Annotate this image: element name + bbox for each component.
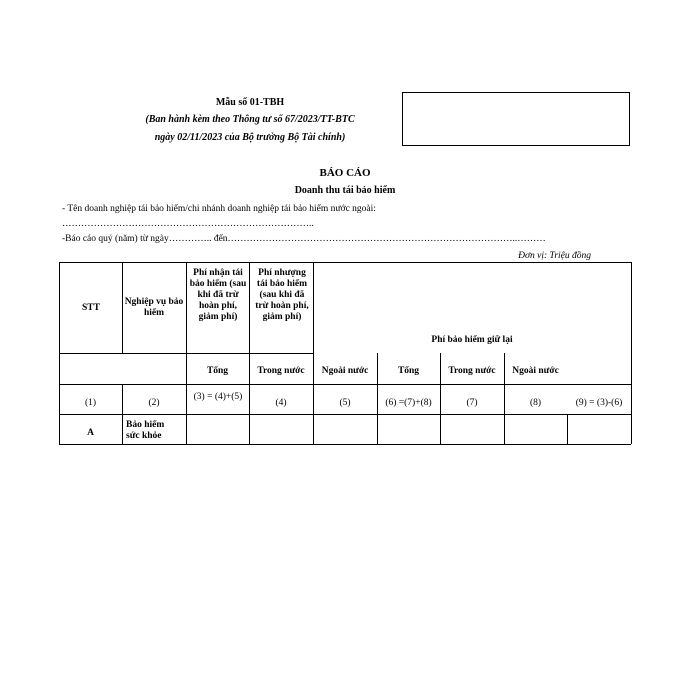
colnum-3: (3) = (4)+(5) bbox=[193, 392, 243, 402]
header-stt: STT bbox=[82, 303, 100, 313]
table-border-bottom bbox=[59, 444, 631, 445]
table-border-top bbox=[59, 262, 631, 263]
row-a-stt: A bbox=[87, 428, 94, 438]
colnum-7: (7) bbox=[466, 398, 478, 408]
report-period-line: -Báo cáo quý (năm) từ ngày………….. đến………………………………………………………………………………..……… bbox=[62, 234, 546, 244]
company-name-dots: …………………………………………………………………….. bbox=[62, 219, 314, 229]
header-phi-giu-lai: Phí bảo hiểm giữ lại bbox=[431, 335, 513, 345]
table-line-subheader bbox=[59, 384, 631, 385]
colnum-2: (2) bbox=[148, 398, 160, 408]
table-col-line-8 bbox=[567, 414, 568, 444]
report-subtitle: Doanh thu tái bảo hiểm bbox=[294, 185, 396, 196]
colnum-4: (4) bbox=[275, 398, 287, 408]
stamp-box bbox=[402, 92, 630, 146]
subheader-tong-1: Tổng bbox=[206, 366, 229, 376]
subheader-ngoai-nuoc-1: Ngoài nước bbox=[321, 366, 369, 376]
colnum-5: (5) bbox=[339, 398, 351, 408]
header-nghiep-vu: Nghiệp vụ bảo hiểm bbox=[124, 297, 184, 318]
form-code: Mẫu số 01-TBH bbox=[215, 97, 285, 108]
colnum-6: (6) =(7)+(8) bbox=[385, 398, 432, 408]
table-line-numbers bbox=[59, 414, 631, 415]
report-title: BÁO CÁO bbox=[319, 167, 371, 179]
table-col-line-4 bbox=[313, 262, 314, 444]
header-phi-nhuong: Phí nhượng tái bảo hiểm (sau khi đã trừ hoàn phí, giảm phí) bbox=[255, 268, 309, 322]
table-col-line-9 bbox=[631, 262, 632, 444]
table-col-line-1b bbox=[122, 384, 123, 444]
issued-by-line-1: (Ban hành kèm theo Thông tư số 67/2023/TT-BTC bbox=[145, 114, 355, 125]
table-col-line-3 bbox=[249, 262, 250, 444]
table-col-line-1a bbox=[122, 262, 123, 353]
header-phi-nhan: Phí nhận tái bảo hiểm (sau khi đã trừ hoàn phí, giảm phí) bbox=[189, 268, 247, 322]
issued-by-line-2: ngày 02/11/2023 của Bộ trưởng Bộ Tài chính) bbox=[154, 132, 346, 143]
subheader-ngoai-nuoc-2: Ngoài nước bbox=[512, 366, 559, 376]
table-col-line-2 bbox=[186, 262, 187, 444]
row-a-name: Bảo hiểm sức khỏe bbox=[126, 420, 165, 441]
unit-label: Đơn vị: Triệu đồng bbox=[518, 251, 591, 261]
colnum-1: (1) bbox=[84, 398, 97, 408]
subheader-trong-nuoc-1: Trong nước bbox=[257, 366, 305, 376]
subheader-tong-2: Tổng bbox=[397, 366, 420, 376]
colnum-8: (8) bbox=[529, 398, 542, 408]
colnum-9: (9) = (3)-(6) bbox=[575, 398, 623, 408]
company-name-label: - Tên doanh nghiệp tái bảo hiểm/chi nhánh doanh nghiệp tái bảo hiểm nước ngoài: bbox=[62, 204, 376, 214]
subheader-trong-nuoc-2: Trong nước bbox=[448, 366, 496, 376]
table-col-line-0 bbox=[59, 262, 60, 444]
